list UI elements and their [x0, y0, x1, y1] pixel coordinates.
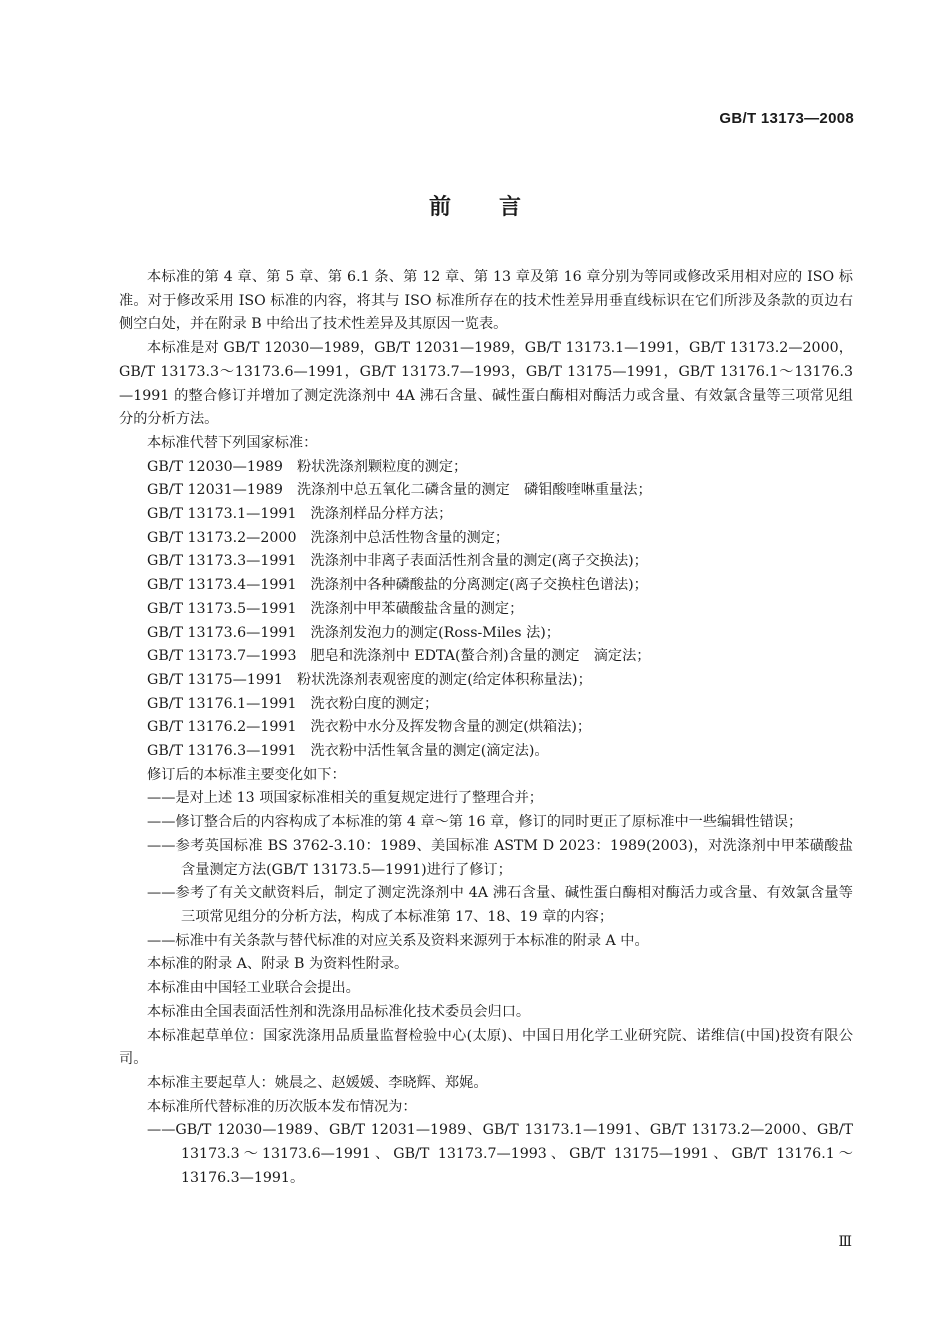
standard-code: GB/T 13173.2—2000	[147, 529, 297, 546]
list-item	[119, 693, 853, 717]
standard-title: 洗衣粉白度的测定；	[310, 695, 439, 712]
committee-note: 本标准由全国表面活性剂和洗涤用品标准化技术委员会归口。	[147, 1003, 531, 1020]
standard-code: GB/T 13173.3—1991	[147, 553, 297, 570]
drafting-units: 本标准起草单位：国家洗涤用品质量监督检验中心(太原)、中国日用化学工业研究院、诺维信(中国)投资有限公司。	[119, 1027, 853, 1068]
standard-code: GB/T 13176.1—1991	[147, 695, 297, 712]
standard-code: GB/T 13173.4—1991	[147, 577, 297, 594]
standard-title: 洗衣粉中活性氧含量的测定(滴定法)。	[310, 743, 549, 760]
standard-title: 洗涤剂样品分样方法；	[310, 506, 453, 523]
replaced-standards-list	[119, 456, 853, 764]
list-item	[119, 503, 853, 527]
standard-title: 洗衣粉中水分及挥发物含量的测定(烘箱法)；	[310, 719, 592, 736]
changes-list	[119, 787, 853, 953]
standard-code: GB/T 12030—1989	[147, 458, 283, 475]
standard-title: 粉状洗涤剂表观密度的测定(给定体积称量法)；	[296, 671, 592, 688]
list-item	[119, 669, 853, 693]
standard-code: GB/T 13173.1—1991	[147, 506, 297, 523]
list-item: ——参考英国标准 BS 3762-3.10：1989、美国标准 ASTM D 2023：1989(2003)，对洗涤剂中甲苯磺酸盐含量测定方法(GB/T 13173.5—1991)进行了修订；	[147, 837, 853, 878]
changes-heading: 修订后的本标准主要变化如下：	[147, 766, 346, 783]
list-item	[119, 574, 853, 598]
page-number: Ⅲ	[838, 1234, 852, 1250]
list-item	[119, 456, 853, 480]
history-heading: 本标准所代替标准的历次版本发布情况为：	[147, 1098, 417, 1115]
standard-code: GB/T 12031—1989	[147, 482, 283, 499]
history-item: ——GB/T 12030—1989、GB/T 12031—1989、GB/T 13173.1—1991、GB/T 13173.2—2000、GB/T 13173.3～13173.6—1991、GB/T 13173.7—1993、GB/T 13175—1991、GB/T 13176.1～13176.3—1991。	[147, 1122, 853, 1186]
standard-code: GB/T 13175—1991	[147, 671, 283, 688]
standard-title: 洗涤剂中各种磷酸盐的分离测定(离子交换柱色谱法)；	[310, 577, 648, 594]
proposer-note: 本标准由中国轻工业联合会提出。	[147, 980, 360, 997]
standard-code: GB/T 13173.5—1991	[147, 600, 297, 617]
list-item	[119, 479, 853, 503]
list-item: ——标准中有关条款与替代标准的对应关系及资料来源列于本标准的附录 A 中。	[147, 932, 649, 949]
intro-paragraph-1: 本标准的第 4 章、第 5 章、第 6.1 条、第 12 章、第 13 章及第 16 章分别为等同或修改采用相对应的 ISO 标准。对于修改采用 ISO 标准的内容，将其与 ISO 标准所存在的技术性差异用垂直线标识在它们所涉及条款的页边右侧空白处，并在附录 B 中给出了技术性差异及其原因一览表。	[119, 269, 853, 333]
list-item	[119, 645, 853, 669]
list-item	[119, 622, 853, 646]
standard-code: GB/T 13173.7—1993	[147, 648, 297, 665]
replaced-standards-heading: 本标准代替下列国家标准：	[147, 434, 318, 451]
standard-title: 洗涤剂发泡力的测定(Ross-Miles 法)；	[310, 624, 560, 641]
list-item: ——修订整合后的内容构成了本标准的第 4 章～第 16 章，修订的同时更正了原标准中一些编辑性错误；	[147, 814, 803, 831]
intro-paragraph-2: 本标准是对 GB/T 12030—1989，GB/T 12031—1989，GB/T 13173.1—1991，GB/T 13173.2—2000，GB/T 13173.3～13173.6—1991，GB/T 13173.7—1993，GB/T 13175—1991，GB/T 13176.1～13176.3—1991 的整合修订并增加了测定洗涤剂中 4A 沸石含量、碱性蛋白酶相对酶活力或含量、有效氯含量等三项常见组分的分析方法。	[119, 340, 853, 428]
standard-code: GB/T 13176.2—1991	[147, 719, 297, 736]
standard-title: 洗涤剂中甲苯磺酸盐含量的测定；	[310, 600, 524, 617]
list-item	[119, 740, 853, 764]
standard-title: 洗涤剂中总活性物含量的测定；	[310, 529, 510, 546]
standard-title: 洗涤剂中总五氧化二磷含量的测定 磷钼酸喹啉重量法；	[296, 482, 652, 499]
list-item: ——是对上述 13 项国家标准相关的重复规定进行了整理合并；	[147, 790, 543, 807]
list-item: ——参考了有关文献资料后，制定了测定洗涤剂中 4A 沸石含量、碱性蛋白酶相对酶活力或含量、有效氯含量等三项常见组分的分析方法，构成了本标准第 17、18、19 章的内容；	[147, 885, 853, 925]
standard-code: GB/T 13176.3—1991	[147, 743, 297, 760]
drafters: 本标准主要起草人：姚晨之、赵媛媛、李晓辉、郑娓。	[147, 1074, 488, 1091]
page-title: 前言	[428, 195, 569, 220]
list-item	[119, 550, 853, 574]
list-item	[119, 527, 853, 551]
list-item	[119, 716, 853, 740]
preface-body	[119, 266, 853, 1190]
standard-title: 粉状洗涤剂颗粒度的测定；	[296, 458, 468, 475]
standard-title: 肥皂和洗涤剂中 EDTA(螯合剂)含量的测定 滴定法；	[310, 648, 651, 665]
standard-title: 洗涤剂中非离子表面活性剂含量的测定(离子交换法)；	[310, 553, 648, 570]
standard-number-header: GB/T 13173—2008	[719, 110, 854, 127]
list-item	[119, 598, 853, 622]
appendix-note: 本标准的附录 A、附录 B 为资料性附录。	[147, 956, 409, 973]
standard-code: GB/T 13173.6—1991	[147, 624, 297, 641]
